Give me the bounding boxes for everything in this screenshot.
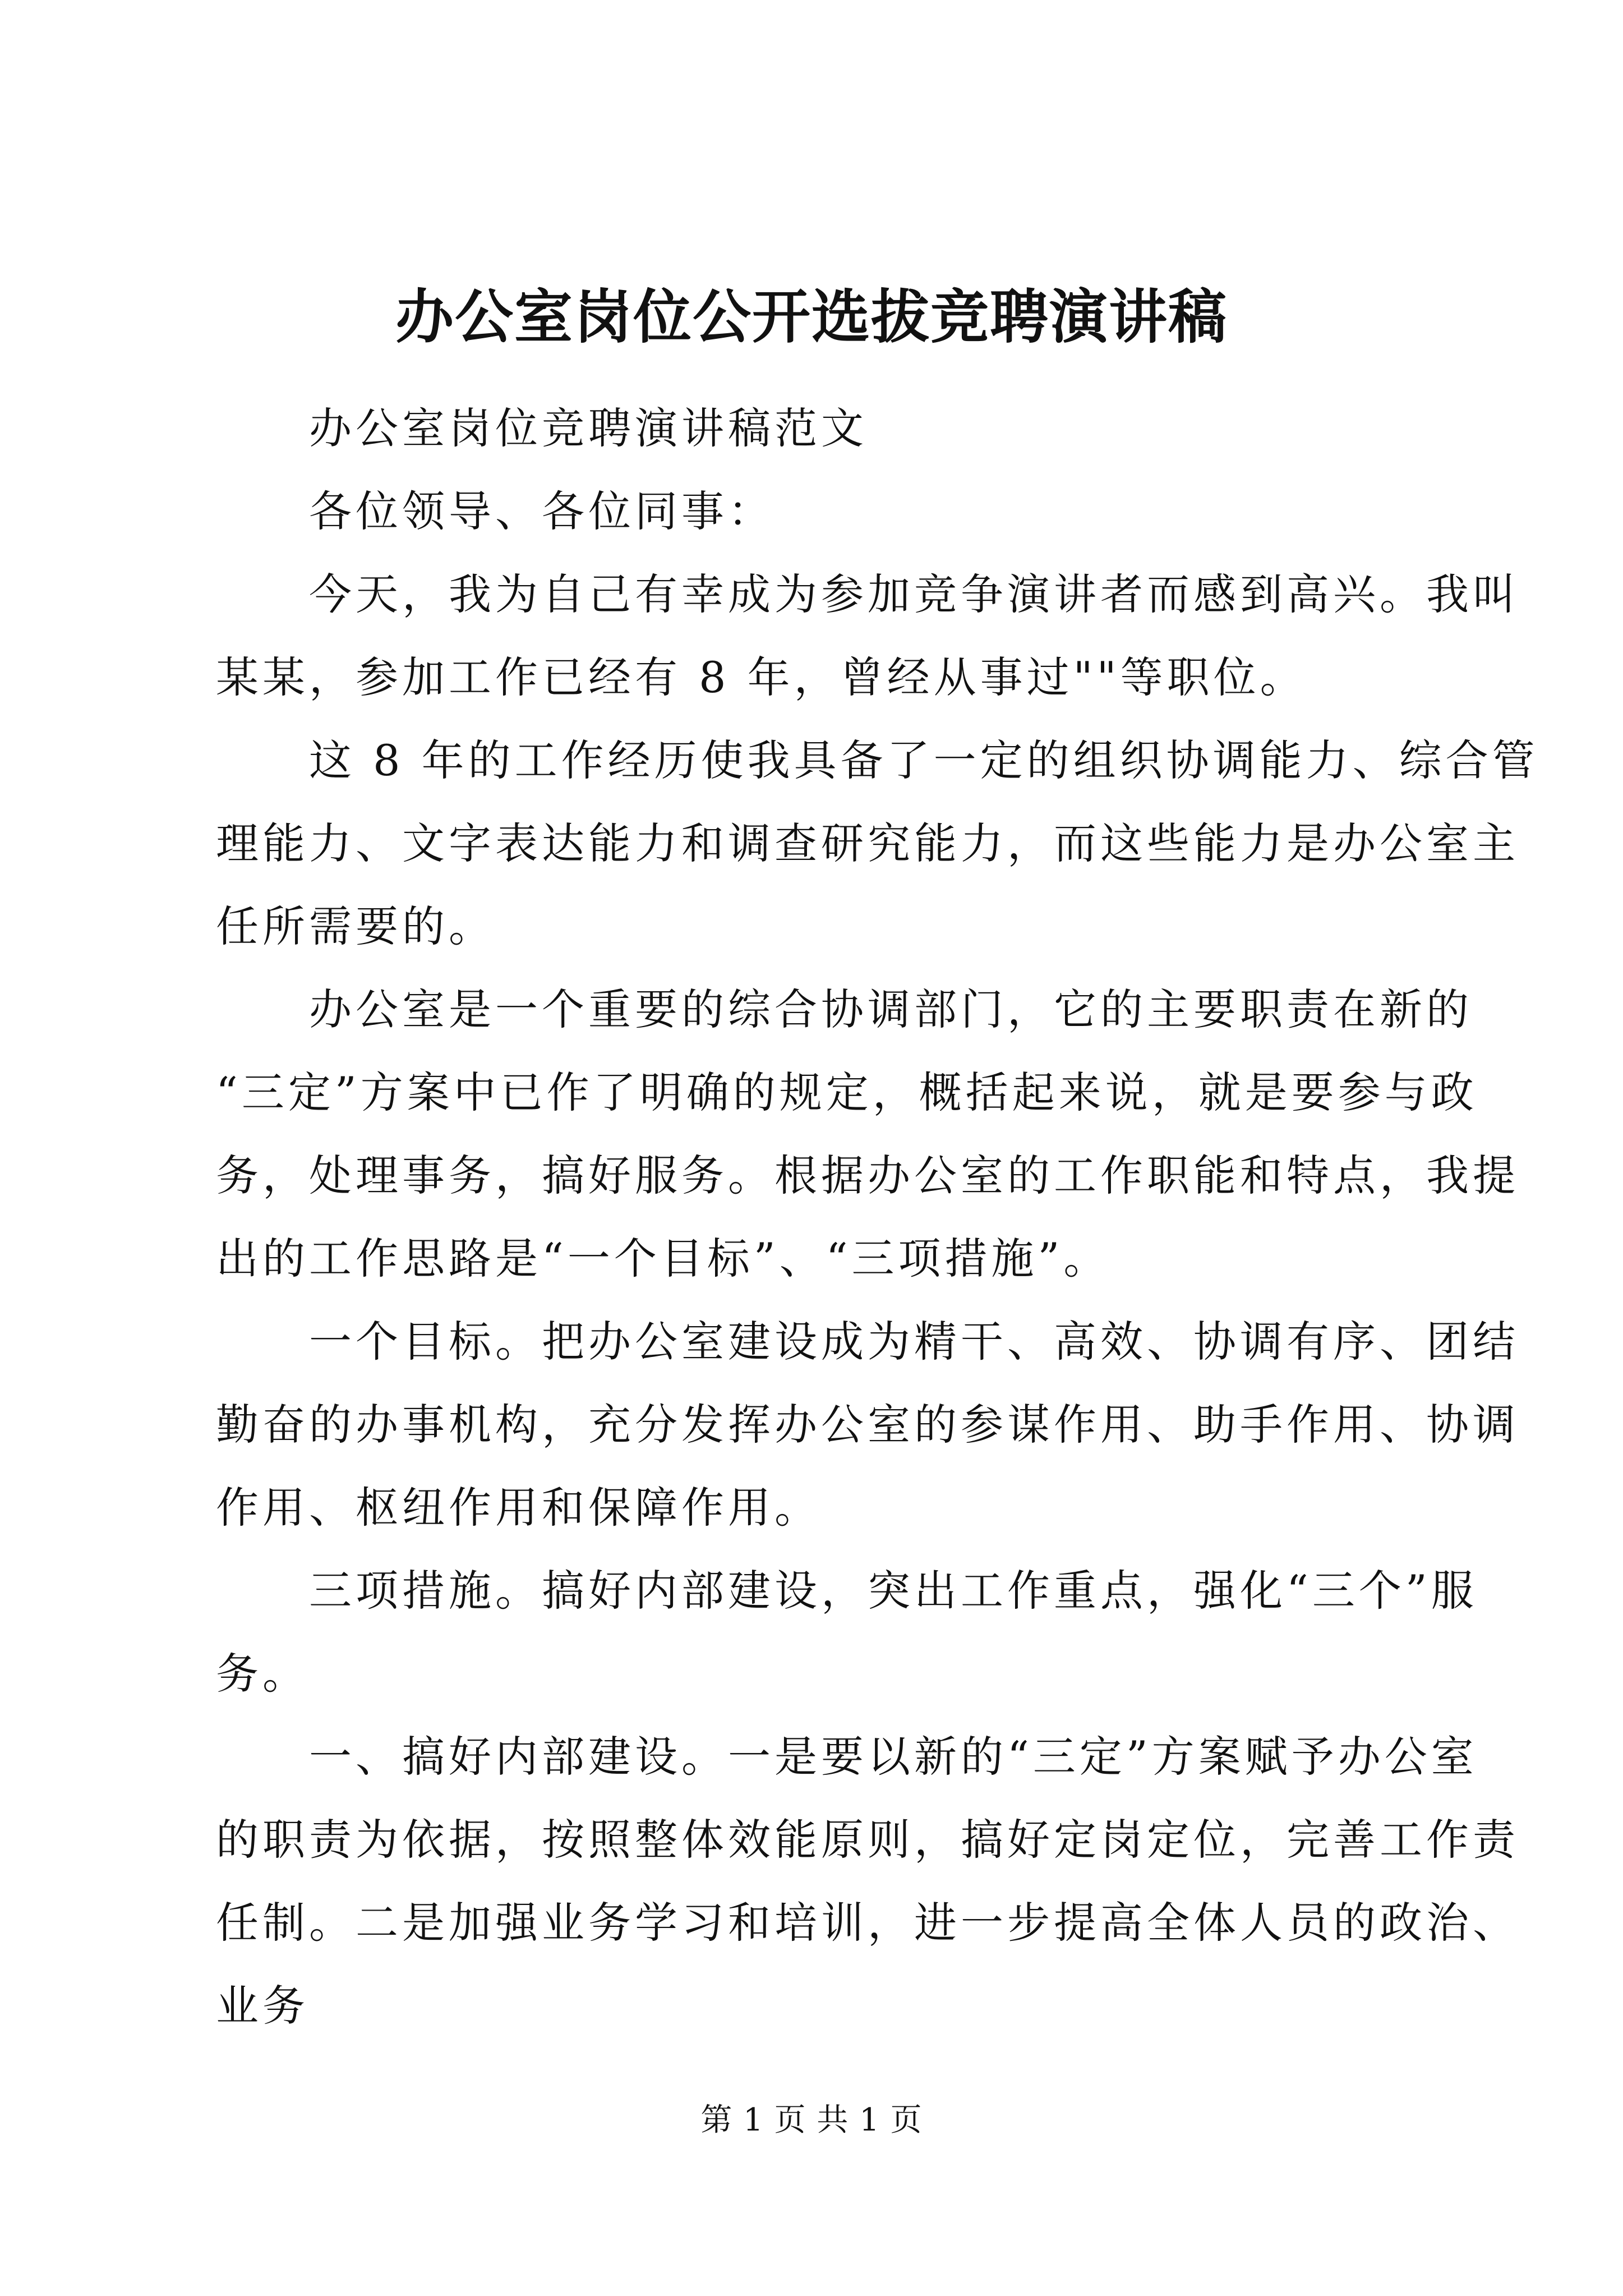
- document-body: [216, 387, 1539, 2047]
- paragraph-experience: 这 8 年的工作经历使我具备了一定的组织协调能力、综合管 理能力、文字表达能力和调查研究能力，而这些能力是办公室主 任所需要的。: [216, 735, 1539, 951]
- paragraph-introduction: 今天，我为自己有幸成为参加竞争演讲者而感到高兴。我叫 某某，参加工作已经有 8 年，曾经从事过""等职位。: [216, 569, 1519, 702]
- paragraph-three-measures: 三项措施。搞好内部建设，突出工作重点，强化“三个”服 务。: [216, 1566, 1478, 1699]
- paragraph-internal-construction: 一、搞好内部建设。一是要以新的“三定”方案赋予办公室 的职责为依据，按照整体效能原则，搞好定岗定位，完善工作责 任制。二是加强业务学习和培训，进一步提高全体人员的政治、 业务: [216, 1732, 1519, 2031]
- page-footer: 第 1 页 共 1 页: [700, 2102, 923, 2138]
- paragraph-office-role: 办公室是一个重要的综合协调部门，它的主要职责在新的 “三定”方案中已作了明确的规定，概括起来说，就是要参与政 务，处理事务，搞好服务。根据办公室的工作职能和特点，我提 出的工作思路是“一个目标”、“三项措施”。: [216, 984, 1519, 1283]
- paragraph-subtitle: 办公室岗位竞聘演讲稿范文: [216, 403, 868, 453]
- paragraph-salutation: 各位领导、各位同事：: [216, 486, 774, 536]
- document-title: 办公室岗位公开选拔竞聘演讲稿: [395, 282, 1228, 351]
- paragraph-one-goal: 一个目标。把办公室建设成为精干、高效、协调有序、团结 勤奋的办事机构，充分发挥办公室的参谋作用、助手作用、协调 作用、枢纽作用和保障作用。: [216, 1317, 1519, 1533]
